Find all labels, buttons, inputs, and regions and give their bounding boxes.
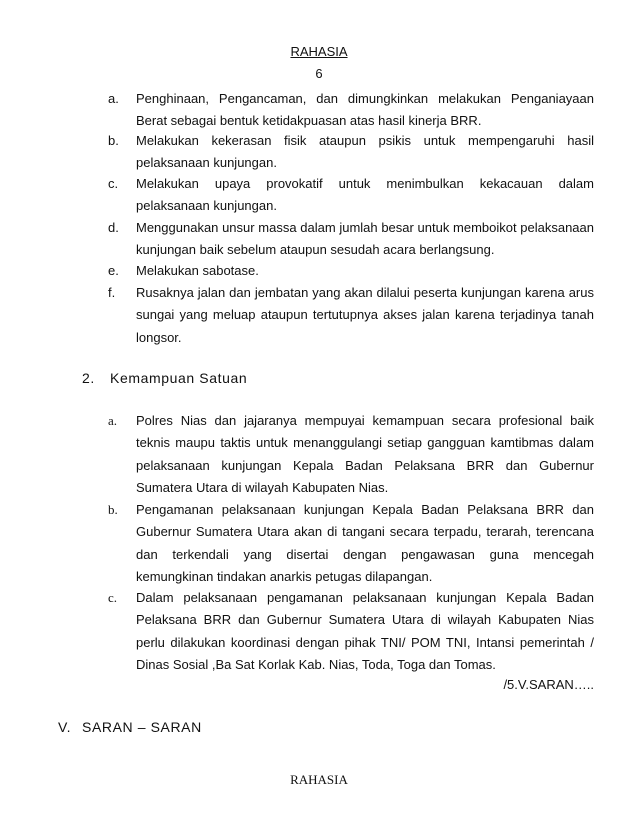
- section-title: Kemampuan Satuan: [110, 370, 248, 386]
- continuation-reference: /5.V.SARAN…..: [503, 677, 594, 692]
- list-item-text: Menggunakan unsur massa dalam jumlah besar untuk memboikot pelaksanaan kunjungan baik sebelum ataupun sesudah acara berlangsung.: [136, 220, 594, 258]
- list-item: [108, 173, 594, 218]
- list-item-text: Polres Nias dan jajaranya mempuyai kemampuan secara profesional baik teknis maupu taktis untuk menanggulangi setiap gangguan kamtibmas dalam pelaksanaan kunjungan Kepala Badan Pelaksana BRR dan Gubernur Sumatera Utara di wilayah Kabupaten Nias.: [136, 413, 594, 496]
- list-item: [108, 410, 594, 500]
- list-item: [108, 499, 594, 589]
- list-marker: b.: [108, 502, 118, 517]
- section-heading: [58, 719, 202, 735]
- list-item: [108, 130, 594, 175]
- page-number: 6: [315, 66, 323, 81]
- list-marker: b.: [108, 133, 119, 148]
- list-marker: f.: [108, 285, 116, 300]
- list-item: [108, 260, 594, 282]
- list-marker: a.: [108, 413, 118, 428]
- list-item-text: Melakukan upaya provokatif untuk menimbulkan kekacauan dalam pelaksanaan kunjungan.: [136, 176, 594, 214]
- list-marker: e.: [108, 263, 119, 278]
- section-number: 2.: [82, 370, 95, 386]
- footer-classification: RAHASIA: [290, 772, 348, 787]
- list-item: [108, 282, 594, 349]
- list-item-text: Penghinaan, Pengancaman, dan dimungkinkan melakukan Penganiayaan Berat sebagai bentuk ketidakpuasan atas hasil kinerja BRR.: [136, 91, 594, 129]
- list-item: [108, 217, 594, 262]
- list-item: [108, 88, 594, 133]
- list-item-text: Rusaknya jalan dan jembatan yang akan dilalui peserta kunjungan karena arus sungai yang meluap ataupun tertutupnya akses jalan karena terjadinya tanah longsor.: [136, 285, 594, 345]
- list-item-text: Melakukan sabotase.: [136, 263, 259, 278]
- section-title: SARAN – SARAN: [82, 719, 202, 735]
- header-classification: RAHASIA: [290, 44, 348, 59]
- list-marker: d.: [108, 220, 119, 235]
- list-item: [108, 587, 594, 677]
- list-marker: a.: [108, 91, 119, 106]
- list-marker: c.: [108, 590, 118, 605]
- section-number: V.: [58, 719, 72, 735]
- list-item-text: Pengamanan pelaksanaan kunjungan Kepala Badan Pelaksana BRR dan Gubernur Sumatera Utara akan di tangani secara terpadu, terarah, terencana dan terkendali yang disertai dengan pengawasan guna mencegah kemungkinan tindakan anarkis petugas dilapangan.: [136, 502, 594, 585]
- list-item-text: Melakukan kekerasan fisik ataupun psikis untuk mempengaruhi hasil pelaksanaan kunjungan.: [136, 133, 594, 171]
- section-heading: [82, 370, 247, 386]
- list-item-text: Dalam pelaksanaan pengamanan pelaksanaan kunjungan Kepala Badan Pelaksana BRR dan Gubernur Sumatera Utara di wilayah Kabupaten Nias perlu dilakukan koordinasi dengan pihak TNI/ POM TNI, Intansi pemerintah / Dinas Sosial ,Ba Sat Korlak Kab. Nias, Toda, Toga dan Tomas.: [136, 590, 594, 673]
- list-marker: c.: [108, 176, 119, 191]
